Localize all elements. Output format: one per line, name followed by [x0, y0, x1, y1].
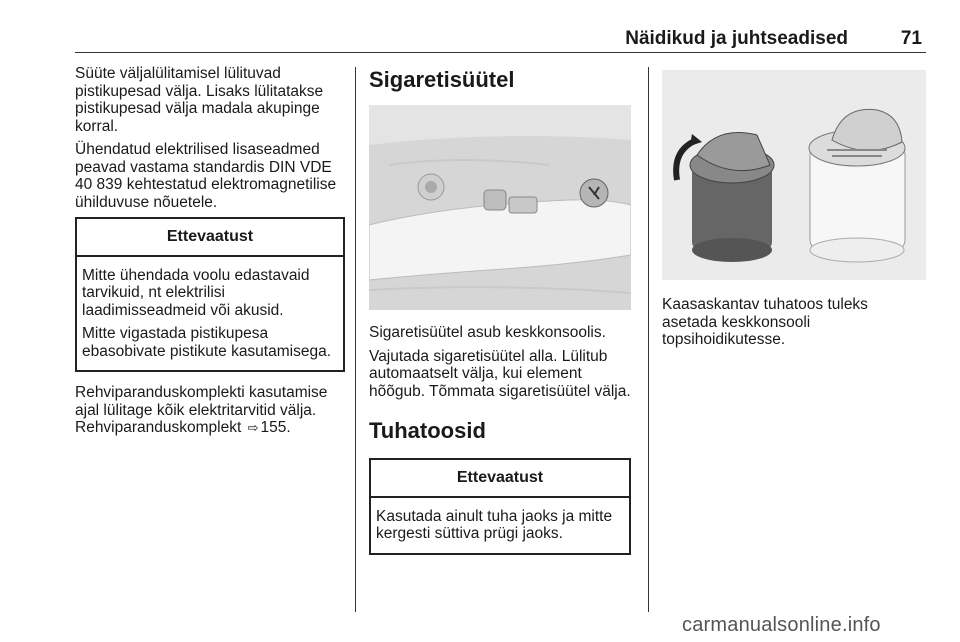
warning-text: Kasutada ainult tuha jaoks ja mitte kergesti süttiva prügi jaoks.	[376, 507, 613, 542]
page-number: 71	[900, 28, 922, 49]
paragraph-text: Rehviparanduskomplekti kasutamise ajal lülitage kõik elektritarvitid välja. Rehviparanduskomplekt	[75, 384, 328, 436]
page-reference[interactable]: 155.	[260, 419, 291, 436]
warning-text: Mitte ühendada voolu edastavaid tarvikuid, nt elektrilisi laadimisseadmeid või akusid.	[82, 266, 310, 319]
paragraph: Vajutada sigaretisüütel alla. Lülitub automaatselt välja, kui element hõõgub. Tõmmata sigaretisüütel välja.	[369, 347, 631, 400]
watermark: carmanualsonline.info	[682, 614, 881, 636]
warning-title: Ettevaatust	[371, 460, 629, 498]
page-reference-icon: ⇨	[247, 420, 259, 435]
cigarette-lighter-illustration	[369, 105, 631, 310]
column-divider	[648, 67, 649, 612]
paragraph: Sigaretisüütel asub keskkonsoolis.	[369, 324, 606, 341]
page-header	[75, 26, 926, 53]
paragraph: Ühendatud elektrilised lisaseadmed peavad vastama standardis DIN VDE 40 839 kehtestatud elektromagnetilise ühilduvuse nõuetele.	[75, 141, 337, 211]
column-right	[662, 65, 926, 355]
warning-box	[75, 217, 345, 372]
column-left	[75, 65, 345, 443]
ashtray-illustration	[662, 70, 926, 280]
console-drawing	[369, 105, 631, 310]
heading-ashtrays: Tuhatoosid	[369, 418, 486, 443]
heading-cigarette-lighter: Sigaretisüütel	[369, 67, 515, 92]
paragraph: Kaasaskantav tuhatoos tuleks asetada keskkonsooli topsihoidikutesse.	[662, 296, 868, 348]
ashtray-drawing	[662, 70, 926, 280]
warning-box	[369, 458, 631, 555]
paragraph	[75, 384, 345, 437]
warning-text: Mitte vigastada pistikupesa ebasobivate pistikute kasutamisega.	[82, 325, 332, 360]
section-title: Näidikud ja juhtseadised	[625, 28, 848, 49]
paragraph: Süüte väljalülitamisel lülituvad pistikupesad välja. Lisaks lülitatakse pistikupesad välja madala akupinge korral.	[75, 65, 324, 135]
column-divider	[355, 67, 356, 612]
column-middle	[369, 65, 631, 555]
warning-title: Ettevaatust	[77, 219, 343, 257]
